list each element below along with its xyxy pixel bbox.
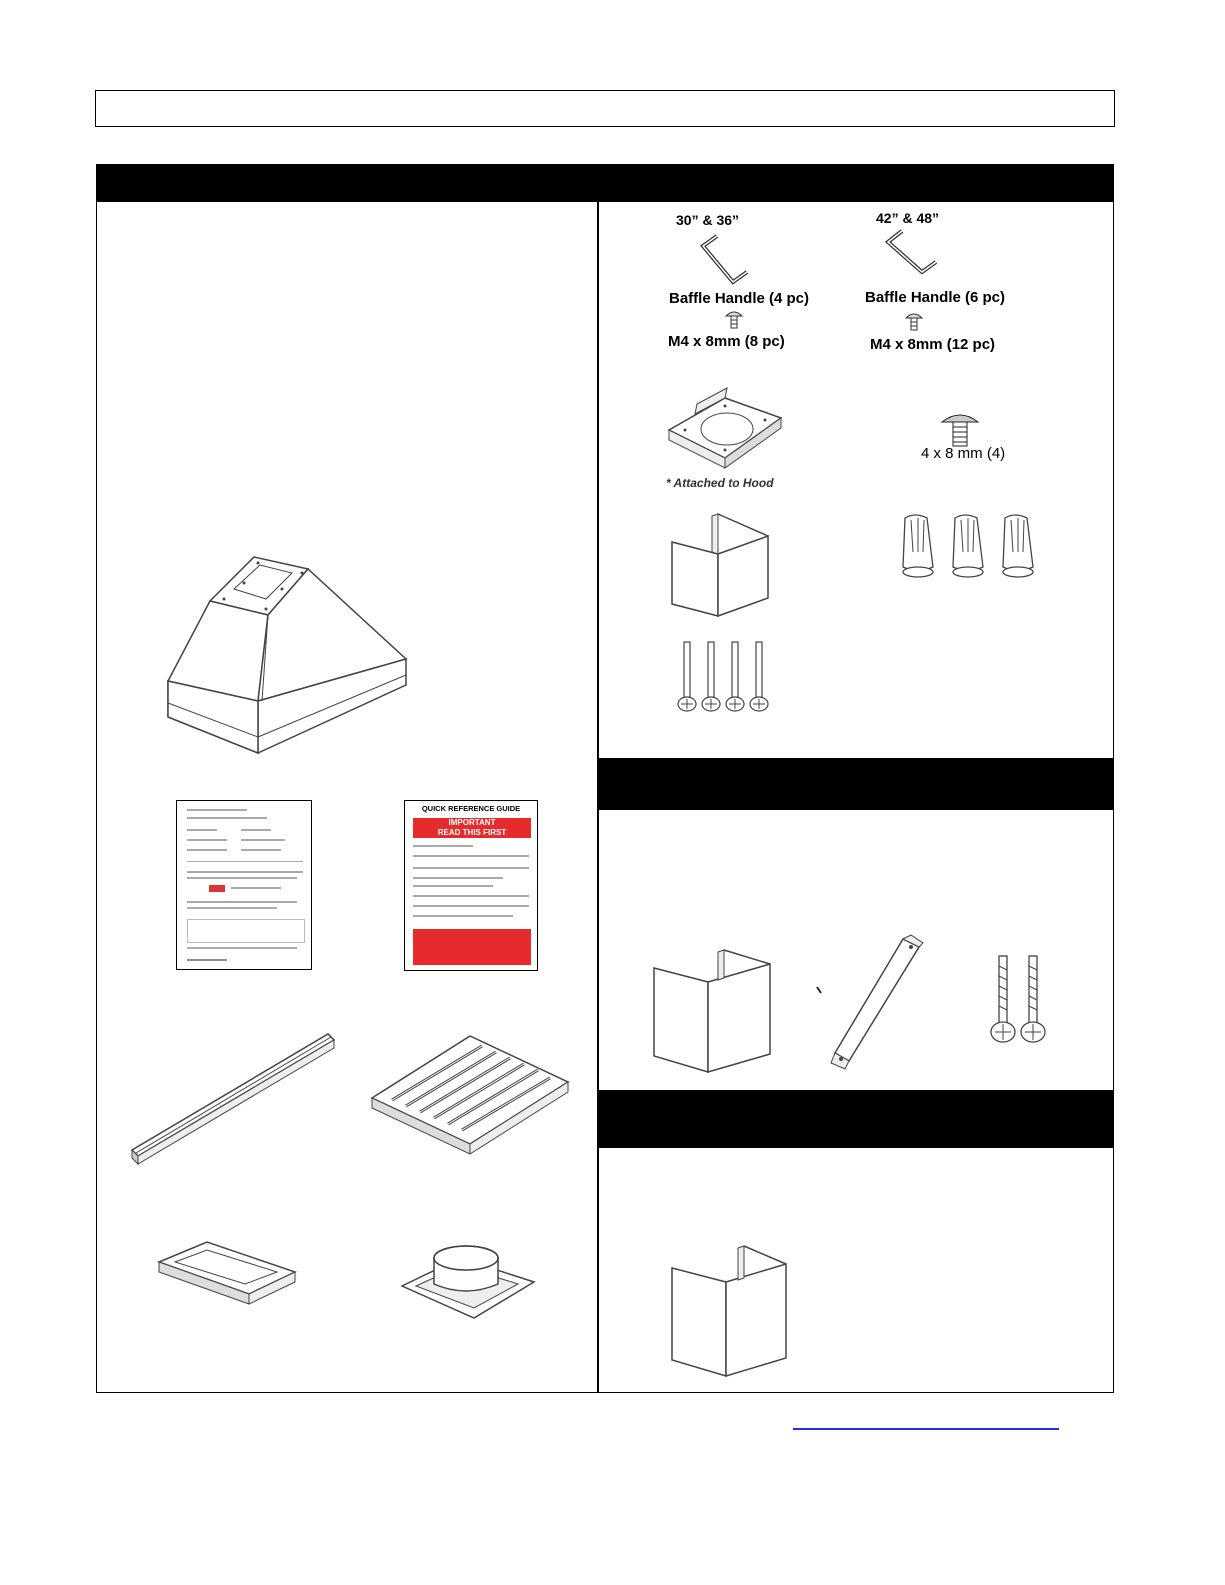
doc-text-line bbox=[187, 959, 227, 961]
doc-text-line bbox=[187, 849, 227, 851]
long-screws-pair-icon bbox=[985, 952, 1055, 1047]
qr-warning-banner bbox=[413, 929, 531, 965]
doc-text-line bbox=[413, 855, 529, 857]
range-hood-icon bbox=[162, 555, 412, 765]
baffle-handle-small-label: Baffle Handle (4 pc) bbox=[669, 290, 810, 307]
size-label-large: 42” & 48” bbox=[876, 210, 940, 226]
long-screws-icon bbox=[675, 640, 775, 715]
duct-transition-icon bbox=[398, 1238, 538, 1323]
doc-text-line bbox=[241, 849, 281, 851]
screw-4x8-label: 4 x 8 mm (4) bbox=[921, 445, 1006, 462]
doc-text-line bbox=[241, 839, 285, 841]
attached-to-hood-note: * Attached to Hood bbox=[666, 476, 774, 490]
mounting-plate-icon bbox=[665, 380, 785, 475]
light-frame-icon bbox=[145, 1232, 300, 1317]
doc-logo-mark bbox=[209, 885, 225, 892]
qr-guide-title: QUICK REFERENCE GUIDE bbox=[421, 804, 521, 813]
duct-cover-large-icon bbox=[650, 940, 775, 1075]
page-title-box bbox=[95, 90, 1115, 127]
footer-link-underline[interactable] bbox=[793, 1428, 1059, 1430]
doc-text-line bbox=[187, 829, 217, 831]
doc-text-line bbox=[413, 895, 529, 897]
doc-text-line bbox=[413, 915, 513, 917]
baffle-handle-small-icon bbox=[695, 230, 755, 285]
screw-4x8-icon bbox=[940, 412, 980, 448]
qr-important-text: IMPORTANT bbox=[448, 818, 496, 827]
doc-text-line bbox=[231, 887, 281, 889]
baffle-handle-large-label: Baffle Handle (6 pc) bbox=[865, 289, 1006, 306]
baffle-filter-icon bbox=[370, 1034, 570, 1156]
right-column-header bbox=[597, 164, 1114, 202]
section-header-3 bbox=[597, 1090, 1114, 1148]
doc-text-line bbox=[187, 839, 227, 841]
doc-table-box bbox=[187, 919, 305, 943]
doc-text-line bbox=[187, 947, 297, 949]
doc-text-line bbox=[187, 809, 247, 811]
warranty-document-icon bbox=[176, 800, 312, 970]
doc-text-line bbox=[241, 829, 271, 831]
filter-rail-icon bbox=[130, 1030, 340, 1165]
wire-nuts-icon bbox=[893, 512, 1043, 582]
duct-cover-extension-icon bbox=[668, 1240, 793, 1380]
section-header-2 bbox=[597, 758, 1114, 810]
doc-text-line bbox=[187, 907, 277, 909]
support-bracket-icon bbox=[815, 935, 925, 1075]
left-column-header bbox=[96, 164, 598, 202]
qr-read-text: READ THIS FIRST bbox=[437, 828, 507, 837]
doc-text-line bbox=[413, 877, 503, 879]
doc-text-line bbox=[187, 901, 297, 903]
doc-text-line bbox=[413, 905, 529, 907]
size-label-small: 30” & 36” bbox=[676, 212, 740, 228]
doc-text-line bbox=[413, 885, 493, 887]
doc-text-line bbox=[413, 867, 529, 869]
doc-text-line bbox=[187, 871, 303, 873]
quick-reference-guide-icon bbox=[404, 800, 538, 971]
small-screw-icon bbox=[905, 312, 923, 334]
qr-important-banner bbox=[413, 818, 531, 838]
baffle-handle-large-icon bbox=[882, 226, 942, 276]
doc-text-line bbox=[187, 861, 303, 862]
doc-text-line bbox=[187, 817, 267, 819]
screw-large-label: M4 x 8mm (12 pc) bbox=[870, 336, 996, 353]
doc-text-line bbox=[187, 877, 297, 879]
small-screw-icon bbox=[725, 310, 743, 332]
doc-text-line bbox=[413, 845, 473, 847]
duct-cover-icon bbox=[668, 512, 773, 617]
screw-small-label: M4 x 8mm (8 pc) bbox=[668, 333, 785, 350]
